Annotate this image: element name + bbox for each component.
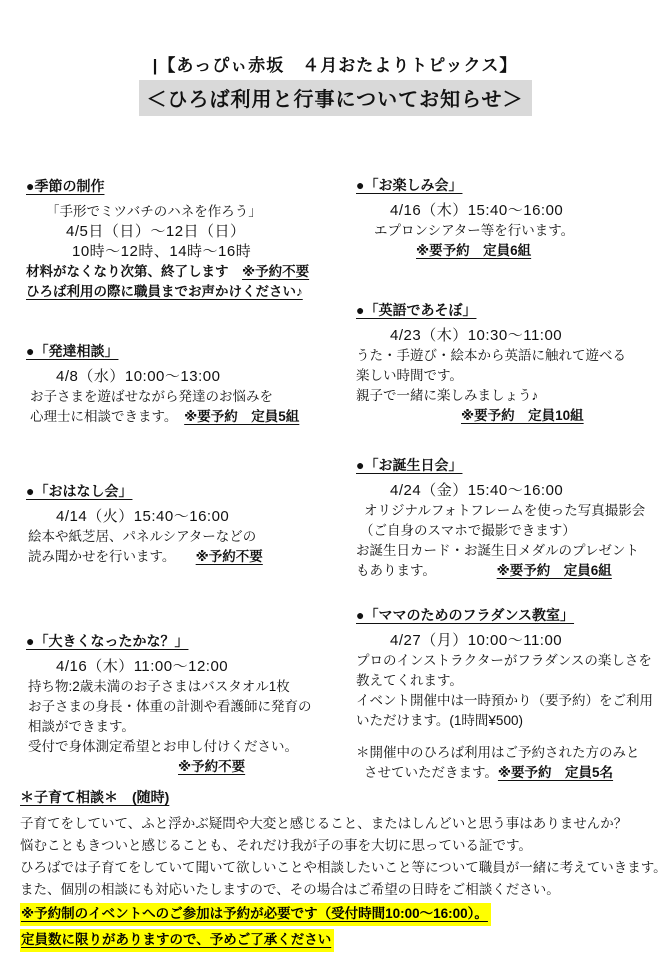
section-seasonal-craft — [26, 176, 348, 302]
section-kosodate-sodan — [20, 787, 665, 952]
text-line — [356, 763, 660, 783]
text-line — [26, 387, 348, 407]
section-seasonal-craft-title: ●季節の制作 — [26, 178, 105, 194]
text-line — [26, 657, 348, 677]
footer-paragraph: ひろばでは子育てをしていて聞いて欲しいことや相談したいこと等について職員が一緒に考えていきます。 — [20, 860, 667, 875]
text-run: イベント開催中は一時預かり（要予約）をご利用 — [356, 693, 653, 708]
text-line — [356, 711, 660, 731]
section-otanjobi-kai — [356, 455, 660, 581]
text-run: ※要予約 定員5組 — [184, 409, 300, 424]
text-run: 4/16（木）15:40～16:00 — [390, 202, 564, 219]
text-line — [356, 521, 660, 541]
text-line — [356, 346, 660, 366]
text-line — [26, 222, 348, 242]
text-run: もあります。 — [356, 563, 497, 578]
text-run: （ご自身のスマホで撮影できます） — [360, 523, 576, 538]
text-run: 4/24（金）15:40～16:00 — [390, 482, 564, 499]
section-ohanashi-kai-title: ●「おはなし会」 — [26, 483, 133, 499]
text-run: 4/8（水）10:00～13:00 — [56, 368, 221, 385]
text-run: ※要予約 定員6組 — [496, 563, 612, 578]
footer-paragraph: 子育てをしていて、ふと浮かぶ疑問や大変と感じること、またはしんどいと思う事はありませんか？ — [20, 816, 628, 831]
text-line — [26, 242, 348, 262]
text-line — [26, 717, 348, 737]
section-eigo-de-asobo — [356, 300, 660, 426]
section-ookiku-natta-kana — [26, 631, 348, 777]
text-run: うた・手遊び・絵本から英語に触れて遊べる — [356, 348, 626, 363]
text-run: エプロンシアター等を行います。 — [374, 223, 575, 238]
text-run: 10時～12時、14時～16時 — [72, 243, 252, 260]
footer-heading: ＊子育て相談＊ (随時) — [20, 789, 170, 805]
text-line — [356, 406, 660, 426]
section-eigo-de-asobo-title: ●「英語であそぼ」 — [356, 302, 477, 318]
text-run: ※予約不要 — [242, 264, 310, 279]
text-run: 楽しい時間です。 — [356, 368, 463, 383]
footer-highlights — [20, 903, 665, 952]
text-line — [356, 651, 660, 671]
section-otanoshimi-kai-title: ●「お楽しみ会」 — [356, 177, 463, 193]
text-run: ※要予約 定員5名 — [497, 765, 614, 780]
text-run: ※予約不要 — [178, 759, 246, 774]
text-run: プロのインストラクターがフラダンスの楽しさを — [356, 653, 652, 668]
section-otanjobi-kai-title: ●「お誕生日会」 — [356, 457, 463, 473]
text-run: ※要予約 定員10組 — [461, 408, 584, 423]
text-line — [26, 262, 348, 282]
section-ookiku-natta-kana-title: ●「大きくなったかな？」 — [26, 633, 189, 649]
text-run: 読み聞かせを行います。 — [28, 549, 196, 564]
text-run: 心理士に相談できます。 — [30, 409, 185, 424]
text-run: 「手形でミツバチのハネを作ろう」 — [46, 204, 262, 219]
section-ohanashi-kai — [26, 481, 348, 567]
highlight-notice-text: 定員数に限りがありますので、予めご了承ください — [20, 929, 334, 952]
text-run: 絵本や紙芝居、パネルシアターなどの — [28, 529, 257, 544]
text-line — [356, 501, 660, 521]
page-subtitle: ＜ひろば利用と行事についてお知らせ＞ — [139, 80, 532, 116]
section-hula-dance — [356, 605, 660, 783]
text-run: 4/27（月）10:00～11:00 — [390, 632, 563, 649]
text-line — [26, 202, 348, 222]
text-run: お誕生日カード・お誕生日メダルのプレゼント — [356, 543, 639, 558]
text-line — [26, 697, 348, 717]
text-run: ＊開催中のひろば利用はご予約された方のみと — [356, 745, 640, 760]
page-title: |【あっぴぃ赤坂 ４月おたよりトピックス】 — [152, 56, 518, 75]
highlight-notice-text: ※予約制のイベントへのご参加は予約が必要です（受付時間10:00～16:00）。 — [20, 903, 491, 926]
text-line — [356, 221, 660, 241]
text-line — [356, 743, 660, 763]
text-line — [26, 407, 348, 427]
text-run: いただけます。(1時間¥500) — [356, 713, 523, 728]
text-line — [356, 326, 660, 346]
text-run: オリジナルフォトフレームを使った写真撮影会 — [364, 503, 646, 518]
text-line — [356, 631, 660, 651]
section-hattatsu-sodan-title: ●「発達相談」 — [26, 343, 119, 359]
text-run: 教えてくれます。 — [356, 673, 463, 688]
text-run: ひろば利用の際に職員までお声かけください♪ — [26, 284, 303, 299]
text-line — [26, 677, 348, 697]
text-line — [356, 691, 660, 711]
text-line — [26, 367, 348, 387]
text-line — [26, 547, 348, 567]
text-line — [356, 386, 660, 406]
text-run: 材料がなくなり次第、終了します — [26, 264, 242, 279]
highlight-notice-line — [20, 903, 665, 926]
text-line — [26, 282, 348, 302]
text-run: 4/16（木）11:00～12:00 — [56, 658, 229, 675]
text-run: 4/14（火）15:40～16:00 — [56, 508, 230, 525]
text-line — [356, 241, 660, 261]
section-hula-dance-title: ●「ママのためのフラダンス教室」 — [356, 607, 575, 623]
text-line — [356, 671, 660, 691]
text-run: ※予約不要 — [195, 549, 263, 564]
text-run: 親子で一緒に楽しみましょう♪ — [356, 388, 539, 403]
text-line — [356, 541, 660, 561]
text-run: 受付で身体測定希望とお申し付けください。 — [28, 739, 298, 754]
text-run: させていただきます。 — [364, 765, 498, 780]
text-line — [356, 366, 660, 386]
text-run: 4/23（木）10:30～11:00 — [390, 327, 563, 344]
text-line — [26, 527, 348, 547]
text-line — [356, 561, 660, 581]
text-line — [356, 481, 660, 501]
section-hattatsu-sodan — [26, 341, 348, 427]
footer-paragraphs — [20, 814, 665, 900]
text-line — [26, 737, 348, 757]
text-line — [26, 507, 348, 527]
footer-paragraph: 悩むこともきついと感じることも、それだけ我が子の事を大切に思っている証です。 — [20, 838, 532, 853]
text-run: ※要予約 定員6組 — [416, 243, 532, 258]
section-otanoshimi-kai — [356, 175, 660, 261]
text-run: お子さまを遊ばせながら発達のお悩みを — [30, 389, 273, 404]
text-run: 相談ができます。 — [28, 719, 135, 734]
subtitle-wrap — [0, 80, 670, 116]
text-line — [356, 201, 660, 221]
footer-paragraph: また、個別の相談にも対応いたしますので、その場合はご希望の日時をご相談ください。 — [20, 882, 560, 897]
text-run: 4/5日（日）～12日（日） — [66, 223, 246, 240]
text-line — [26, 757, 348, 777]
text-run: お子さまの身長・体重の計測や看護師に発育の — [28, 699, 312, 714]
highlight-notice-line — [20, 929, 665, 952]
text-run: 持ち物:2歳未満のお子さまはバスタオル1枚 — [28, 679, 290, 694]
